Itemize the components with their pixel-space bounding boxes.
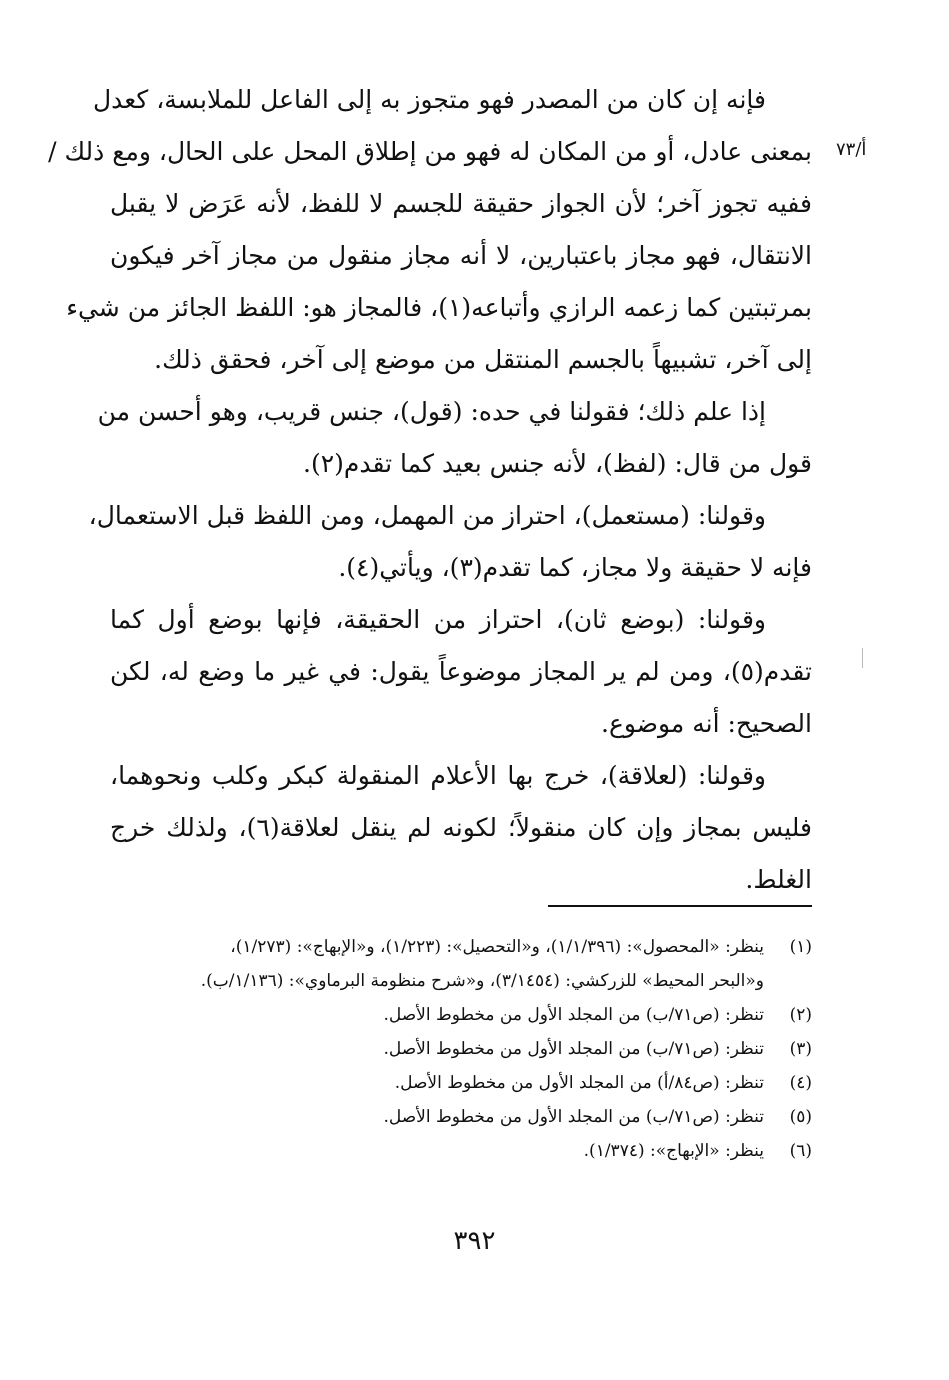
text-line: الانتقال، فهو مجاز باعتبارين، لا أنه مجاز منقول من مجاز آخر فيكون	[110, 241, 813, 270]
text-line: قول من قال: (لفظ)، لأنه جنس بعيد كما تقدم(٢).	[303, 449, 812, 478]
paragraph	[48, 74, 813, 386]
scan-edge-mark	[862, 648, 863, 668]
text-line: ففيه تجوز آخر؛ لأن الجواز حقيقة للجسم لا للفظ، لأنه عَرَض لا يقبل	[110, 189, 812, 218]
footnote-text	[110, 1066, 764, 1100]
text-line: فإنه إن كان من المصدر فهو متجوز به إلى الفاعل للملابسة، كعدل	[93, 85, 766, 114]
footnote-text	[110, 1134, 764, 1168]
footnote-text	[110, 1032, 764, 1066]
text-line: بمعنى عادل، أو من المكان له فهو من إطلاق المحل على الحال، ومع ذلك /	[48, 137, 812, 166]
footnote-text	[110, 1100, 764, 1134]
text-line: فإنه لا حقيقة ولا مجاز، كما تقدم(٣)، ويأتي(٤).	[338, 553, 812, 582]
footnote-text	[110, 998, 764, 1032]
footnote-line: ينظر: «الإبهاج»: (١/٣٧٤).	[583, 1141, 764, 1161]
footnote-number: (٣)	[789, 1039, 812, 1059]
paragraph	[110, 750, 812, 906]
footnote-number: (٦)	[789, 1141, 812, 1161]
footnote-separator	[548, 905, 812, 907]
footnote	[110, 930, 812, 998]
footnote-text	[110, 930, 764, 998]
footnote-line: و«البحر المحيط» للزركشي: (٣/١٤٥٤)، و«شرح منظومة البرماوي»: (١/١٣٦/ب).	[200, 971, 764, 991]
footnote-line: تنظر: (ص٧١/ب) من المجلد الأول من مخطوط الأصل.	[383, 1107, 764, 1127]
page-number: ٣٩٢	[453, 1226, 496, 1256]
margin-folio-reference: أ/٧٣	[836, 139, 867, 160]
paragraph	[97, 386, 812, 490]
footnote	[110, 1134, 812, 1168]
main-text	[48, 74, 813, 906]
footnote-line: تنظر: (ص٧١/ب) من المجلد الأول من مخطوط الأصل.	[383, 1005, 764, 1025]
text-line: الغلط.	[745, 865, 812, 894]
text-line: وقولنا: (مستعمل)، احتراز من المهمل، ومن اللفظ قبل الاستعمال،	[88, 501, 766, 530]
paragraph	[110, 594, 812, 750]
text-line: وقولنا: (لعلاقة)، خرج بها الأعلام المنقولة كبكر وكلب ونحوهما،	[110, 761, 766, 790]
text-line: بمرتبتين كما زعمه الرازي وأتباعه(١)، فالمجاز هو: اللفظ الجائز من شيء	[66, 293, 812, 322]
footnotes	[110, 930, 812, 1168]
text-line: وقولنا: (بوضع ثان)، احتراز من الحقيقة، فإنها بوضع أول كما	[110, 605, 766, 634]
footnote	[110, 1066, 812, 1100]
footnote-number: (٥)	[789, 1107, 812, 1127]
footnote-number: (١)	[789, 937, 812, 957]
text-line: الصحيح: أنه موضوع.	[601, 709, 812, 738]
footnote-number: (٤)	[789, 1073, 812, 1093]
text-line: إلى آخر، تشبيهاً بالجسم المنتقل من موضع إلى آخر، فحقق ذلك.	[154, 345, 812, 374]
footnote-line: تنظر: (ص٧١/ب) من المجلد الأول من مخطوط الأصل.	[383, 1039, 764, 1059]
text-line: إذا علم ذلك؛ فقولنا في حده: (قول)، جنس قريب، وهو أحسن من	[97, 397, 766, 426]
footnote	[110, 1032, 812, 1066]
paragraph	[88, 490, 812, 594]
footnote	[110, 998, 812, 1032]
text-line: فليس بمجاز وإن كان منقولاً؛ لكونه لم ينقل لعلاقة(٦)، ولذلك خرج	[110, 813, 813, 842]
text-line: تقدم(٥)، ومن لم ير المجاز موضوعاً يقول: في غير ما وضع له، لكن	[110, 657, 812, 686]
footnote-line: تنظر: (ص٨٤/أ) من المجلد الأول من مخطوط الأصل.	[394, 1073, 764, 1093]
footnote-number: (٢)	[789, 1005, 812, 1025]
footnote	[110, 1100, 812, 1134]
footnote-line: ينظر: «المحصول»: (١/١/٣٩٦)، و«التحصيل»: (١/٢٢٣)، و«الإبهاج»: (١/٢٧٣)،	[230, 937, 764, 957]
